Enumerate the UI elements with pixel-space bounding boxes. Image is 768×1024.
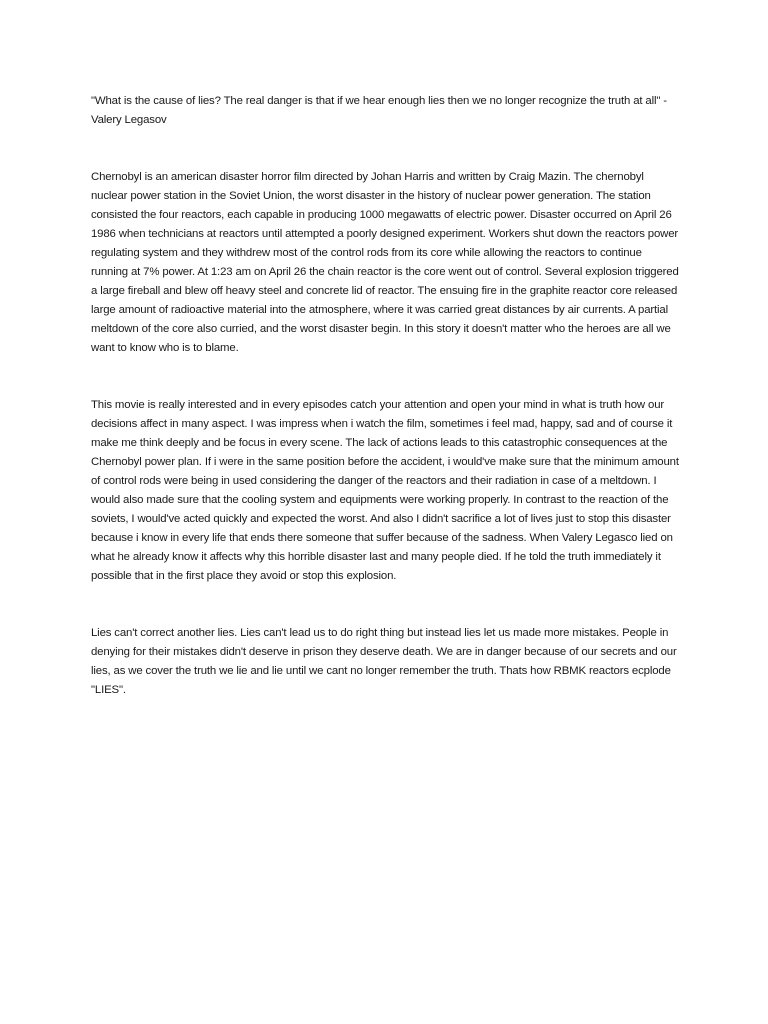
document-body [91, 92, 681, 700]
opening-quote: "What is the cause of lies? The real danger is that if we hear enough lies then we no longer recognize the truth at all" -Valery Legasov [91, 95, 667, 126]
paragraph-opinion: This movie is really interested and in every episodes catch your attention and open your mind in what is truth how our decisions affect in many aspect. I was impress when i watch the film, sometimes i feel mad, happy, sad and of course it make me think deeply and be focus in every scene. The lack of actions leads to this catastrophic consequences at the Chernobyl power plan. If i were in the same position before the accident, i would've make sure that the minimum amount of control rods were being in used considering the danger of the reactors and their radiation in case of a meltdown. I would also made sure that the cooling system and equipments were working properly. In contrast to the reaction of the soviets, I would've acted quickly and expected the worst. And also I didn't sacrifice a lot of lives just to stop this disaster because i know in every life that ends there someone that suffer because of the sadness. When Valery Legasco lied on what he already know it affects why this horrible disaster last and many people died. If he told the truth immediately it possible that in the first place they avoid or stop this explosion. [91, 399, 679, 582]
paragraph-conclusion: Lies can't correct another lies. Lies can't lead us to do right thing but instead lies let us made more mistakes. People in denying for their mistakes didn't deserve in prison they deserve death. We are in danger because of our secrets and our lies, as we cover the truth we lie and lie until we cant no longer remember the truth. Thats how RBMK reactors ecplode "LIES". [91, 627, 677, 696]
paragraph-summary: Chernobyl is an american disaster horror film directed by Johan Harris and written by Craig Mazin. The chernobyl nuclear power station in the Soviet Union, the worst disaster in the history of nuclear power generation. The station consisted the four reactors, each capable in producing 1000 megawatts of electric power. Disaster occurred on April 26 1986 when technicians at reactors until attempted a poorly designed experiment. Workers shut down the reactors power regulating system and they withdrew most of the control rods from its core while allowing the reactors to continue running at 7% power. At 1:23 am on April 26 the chain reactor is the core went out of control. Several explosion triggered a large fireball and blew off heavy steel and concrete lid of reactor. The ensuing fire in the graphite reactor core released large amount of radioactive material into the atmosphere, where it was carried great distances by air currents. A partial meltdown of the core also curried, and the worst disaster begin. In this story it doesn't matter who the heroes are all we want to know who is to blame. [91, 171, 679, 354]
